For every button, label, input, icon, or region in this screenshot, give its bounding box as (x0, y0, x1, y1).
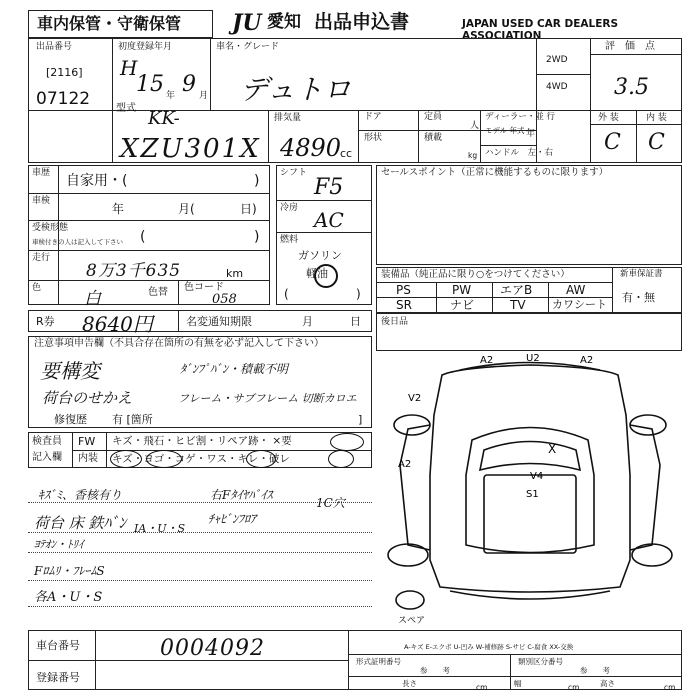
rating-value: 3.5 (614, 75, 649, 100)
side-left (400, 425, 430, 550)
equip-seat: カワシート (552, 298, 607, 311)
inspector-label2: 記入欄 (32, 452, 62, 463)
model-value: XZU301X (120, 134, 261, 164)
reg-month: 9 (182, 72, 196, 97)
fuel-circle (314, 264, 338, 288)
side-right (630, 425, 660, 550)
rule (480, 110, 481, 163)
door-label: ドア (364, 112, 382, 122)
fuel-label: 燃料 (280, 235, 299, 245)
rule (28, 193, 270, 194)
lbl-a2-tl: A2 (480, 355, 494, 366)
load-label: 積載 (424, 133, 443, 143)
transfer-label: 受検形態 (32, 223, 69, 233)
equip-sr: SR (396, 298, 412, 312)
cert-label: 形式証明番号 (356, 657, 401, 666)
length-label: 長さ (402, 679, 417, 688)
rule (28, 250, 270, 251)
deadline-month: 月 (302, 315, 313, 328)
lbl-s1: S1 (526, 489, 539, 500)
equip-airbag: エアB (500, 283, 533, 297)
rule (210, 38, 211, 110)
rating-label: 評 価 点 (605, 41, 655, 52)
equip-aw: AW (566, 283, 586, 297)
lot-label: 出品番号 (36, 42, 73, 52)
color-code-title: 色コード (184, 282, 224, 293)
owner-label: 後日品 (381, 317, 409, 327)
year-unit: 年 (166, 91, 176, 101)
rule (536, 74, 590, 75)
legend-text: A-キズ E-エクボ U-凹み W-補修跡 S-サビ C-腐食 XX-交換 (404, 643, 574, 651)
ext-value: C (604, 130, 621, 155)
repair-label: 修復歴 (54, 413, 87, 426)
int-label: 内 装 (646, 113, 667, 123)
model-prefix: KK- (148, 108, 180, 129)
history-frame (28, 165, 270, 305)
rule (590, 54, 682, 55)
circle-mark-4 (328, 450, 354, 468)
repair-value: 有 [箇所 (112, 413, 153, 426)
height-cm: cm (664, 683, 676, 692)
color-code-label: 色替 (148, 287, 168, 298)
disp-label: 排気量 (274, 113, 302, 123)
sales-title: セールスポイント（正常に機能するものに限ります） (381, 167, 609, 178)
cert-ref: 参 考 (420, 666, 450, 675)
history-close: ) (254, 173, 260, 189)
shape-label: 形状 (364, 133, 383, 143)
notes-line1: 要構変 (40, 359, 100, 383)
r-label: R券 (36, 315, 55, 328)
width-label: 幅 (514, 679, 522, 688)
car-name: デュトロ (240, 73, 352, 106)
chassis-value: 0004092 (160, 636, 265, 661)
inspector-label1: 検査員 (32, 436, 62, 447)
form-title: 出品申込書 (314, 11, 410, 33)
lbl-u2: U2 (526, 353, 540, 364)
fuel-value2: 軽油 (306, 267, 328, 280)
inspector-row1: キズ・飛石・ヒビ割・リペア跡・ ×要 (112, 435, 292, 447)
hw-line-5: 各A・U・S (34, 590, 103, 605)
notes-line2: 荷台のせかえ (42, 389, 133, 407)
wheel-rr (632, 544, 672, 566)
circle-mark-1 (110, 450, 142, 468)
ac-label: 冷房 (280, 203, 299, 213)
deadline-label: 名変通知期限 (186, 315, 252, 328)
inspect-year: 年 (112, 202, 125, 216)
hw-right-2: ﾁｬﾋﾞﾝﾌﾛｱ (208, 512, 257, 526)
disp-unit: cc (340, 147, 353, 160)
assoc-name: JAPAN USED CAR DEALERS ASSOCIATION (462, 18, 619, 42)
shift-label: シフト (280, 168, 308, 178)
storage-title-box (28, 10, 213, 38)
chassis-label: 車台番号 (36, 639, 80, 652)
disp-value: 4890 (280, 134, 342, 162)
equip-navi: ナビ (450, 298, 475, 312)
rule (178, 310, 179, 332)
rule (418, 110, 419, 163)
r-value: 8640円 (82, 312, 153, 336)
rule (510, 654, 511, 690)
storage-title: 車内保管・守衛保管 (37, 14, 182, 33)
month-unit: 月 (199, 91, 209, 101)
wheel-fr (630, 415, 666, 435)
org-name: 愛知 (267, 12, 301, 32)
notes-title: 注意事項申告欄（不具合存在箇所の有無を必ず記入して下さい） (34, 338, 324, 349)
rule (612, 267, 613, 313)
wheel-fl (394, 415, 430, 435)
rule (276, 232, 372, 233)
hw-line-4: Fﾛﾑﾘ・ﾌﾚｰﾑS (34, 564, 105, 578)
hw-right-1-extra: 1C穴 (316, 496, 345, 510)
rule (590, 124, 682, 125)
inspect-day: 日) (240, 202, 257, 216)
model-label: 型式 (116, 103, 136, 114)
drive-2wd: 2WD (546, 55, 568, 65)
rule (636, 110, 637, 163)
lbl-x: X (548, 442, 557, 456)
rule (178, 280, 179, 305)
inspect-month: 月( (178, 202, 195, 216)
windshield (480, 442, 580, 471)
new-reg-label: 新車保証書 (620, 269, 663, 279)
rule (536, 38, 537, 163)
ac-value: AC (314, 208, 344, 232)
cat-label: 類別区分番号 (518, 657, 563, 666)
equip-pw: PW (452, 283, 472, 297)
hw-line-2-extra: IA・U・S (134, 522, 186, 535)
rule (28, 552, 372, 553)
cat-ref: 参 考 (580, 666, 610, 675)
rule (480, 145, 536, 146)
color-value: 白 (84, 289, 101, 309)
inspector-row2-label: 内装 (78, 453, 98, 464)
spare-label: スペア (398, 616, 426, 626)
lbl-a2-tr: A2 (580, 355, 594, 366)
shift-value: F5 (314, 175, 344, 200)
circle-mark-2 (146, 450, 182, 468)
reg-no-label: 登録番号 (36, 671, 80, 684)
rule (276, 200, 372, 201)
notes-line1b: ﾀﾞﾝﾌﾟﾊﾞﾝ・積載不明 (180, 362, 289, 376)
cap-label: 定員 (424, 112, 443, 122)
circle-mark-5 (330, 433, 364, 451)
rule (548, 282, 549, 313)
mileage-label: 走行 (32, 253, 51, 263)
mileage-unit: km (226, 267, 244, 280)
reg-label: 初度登録年月 (118, 42, 173, 52)
repair-close: ] (358, 413, 363, 426)
rule (28, 580, 372, 581)
reg-era: H (120, 56, 138, 80)
handle-label: ハンドル 左・右 (485, 148, 554, 158)
rule (28, 220, 270, 221)
sales-frame (376, 165, 682, 265)
color-code-value: 058 (212, 292, 237, 307)
circle-mark-3 (246, 450, 276, 468)
fuel-value: ガソリン (298, 249, 342, 262)
height-label: 高さ (600, 679, 615, 688)
hw-line-1: ｷｽﾞﾐ、香核有り (38, 488, 123, 502)
equip-ps: PS (396, 283, 411, 297)
lbl-a2-left: A2 (398, 459, 412, 470)
equip-tv: TV (510, 298, 526, 312)
rule (348, 654, 682, 655)
rule (28, 606, 372, 607)
int-value: C (648, 130, 665, 155)
lbl-v4: V4 (530, 471, 544, 482)
mileage-value: 8万3千635 (86, 261, 182, 281)
lbl-v2: V2 (408, 393, 422, 404)
width-cm: cm (568, 683, 580, 692)
rule (58, 165, 59, 305)
vehicle-diagram (380, 345, 680, 626)
equipment-title: 装備品（純正品に限り○をつけてください） (381, 269, 570, 280)
model-year-label: モデル 年式 (485, 126, 525, 135)
rule (590, 38, 591, 163)
year-suffix: 年 (526, 129, 536, 139)
bed-outline (484, 475, 576, 553)
rule (112, 38, 113, 163)
hw-line-2: 荷台 床 鉄ﾊﾞﾝ (34, 514, 127, 532)
spare-wheel (396, 591, 424, 609)
rule (348, 676, 682, 677)
load-unit: kg (468, 151, 478, 160)
new-reg-value: 有・無 (622, 291, 655, 304)
cap-unit: 人 (470, 121, 480, 131)
inspect-label: 車検 (32, 196, 51, 206)
color-label: 色 (32, 283, 42, 293)
transfer-close: ) (254, 229, 260, 245)
reg-year: 15 (136, 72, 164, 97)
ju-logo: JU (232, 10, 262, 36)
drive-4wd: 4WD (546, 82, 568, 92)
hw-right-1: 右Fﾀｲﾔﾊﾞｲｽ (210, 488, 273, 502)
wheel-rl (388, 544, 428, 566)
rule (95, 630, 96, 690)
inspector-fw: FW (78, 435, 96, 448)
hw-line-3: ﾖﾃｵﾝ・ﾄﾘｲ (34, 538, 84, 551)
inspector-row2: キズ・ヨゴ・コゲ・ワス・キレ・破レ (112, 453, 290, 465)
history-label: 車歴 (32, 168, 51, 178)
rule (436, 282, 437, 313)
history-value: 自家用・( (66, 173, 128, 189)
rule (348, 630, 349, 690)
lot-number: 07122 (36, 89, 91, 109)
fuel-close: ) (356, 287, 361, 301)
fuel-open: ( (284, 287, 289, 301)
deadline-day: 日 (350, 315, 361, 328)
transfer-note: 車検付きの人は記入して下さい (32, 238, 123, 246)
ext-label: 外 装 (598, 113, 619, 123)
name-label: 車名・グレード (216, 42, 280, 52)
length-cm: cm (476, 683, 488, 692)
lot-small: [2116] (46, 66, 83, 79)
rule (492, 282, 493, 313)
rule (268, 110, 269, 163)
dealer-label: ディーラー・並 行 (485, 112, 556, 122)
transfer-open: ( (140, 229, 146, 245)
notes-line2b: フレーム・サブフレーム 切断カロエ (178, 392, 357, 405)
rule (358, 110, 359, 163)
